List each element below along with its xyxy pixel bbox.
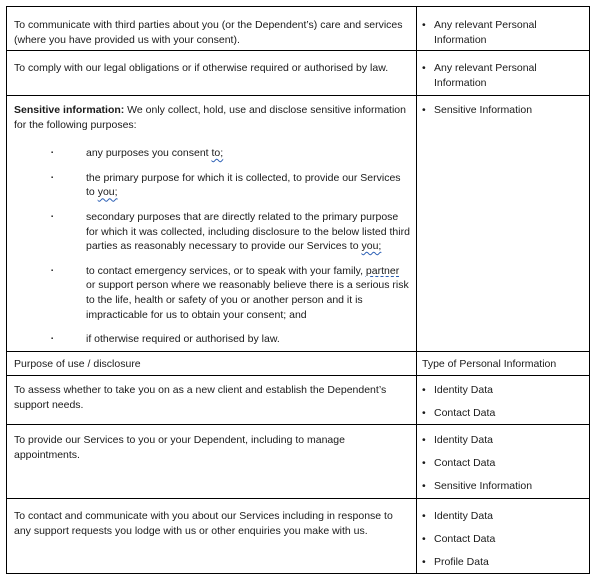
type-item: • Contact Data [422,456,586,471]
type-item: • Contact Data [422,532,586,547]
list-item-text: secondary purposes that are directly related to the primary purpose for which it was collected, including disclosure to the below listed third parties as reasonably necessary to provide our Services to [86,210,410,253]
types-cell [416,498,590,578]
row-divider [6,6,590,7]
sensitive-intro [14,103,410,132]
type-item: • Identity Data [422,509,586,524]
types-cell [416,50,590,99]
types-cell [416,6,590,56]
row-divider [6,498,590,499]
purpose-text: To assess whether to take you on as a new client and establish the Dependent’s support needs. [14,384,387,411]
list-item-text: any purposes you consent [86,147,212,160]
type-item: • Any relevant Personal Information [422,18,586,47]
sensitive-intro-text: We only collect, hold, use and disclose sensitive information for the following purposes: [14,104,406,131]
list-item-text: if otherwise required or authorised by law. [86,333,280,346]
list-item [14,264,410,322]
row-divider [6,351,590,352]
purpose-cell [6,50,416,76]
type-item: • Contact Data [422,406,586,421]
spellcheck-flag: you; [97,186,118,199]
spellcheck-flag: you; [361,240,382,253]
table-border-left [6,6,7,574]
table-row [6,95,590,351]
row-divider [6,95,590,96]
sensitive-heading: Sensitive information: [14,104,125,116]
purpose-cell [6,498,416,538]
table-header-row [6,351,590,375]
types-cell [416,375,590,429]
types-cell [416,424,590,502]
type-item: • Any relevant Personal Information [422,61,586,90]
list-item [14,332,410,347]
header-purpose: Purpose of use / disclosure [14,358,141,370]
column-divider [416,6,417,574]
table-row [6,50,590,95]
types-cell [416,95,590,126]
type-item: • Identity Data [422,433,586,448]
purpose-cell [6,424,416,462]
purpose-cell [6,95,416,347]
list-item [14,210,410,254]
type-item: • Sensitive Information [422,103,586,118]
list-item [14,146,410,161]
type-item: • Identity Data [422,383,586,398]
list-item-text: or support person where we reasonably believe there is a serious risk to the life, health or safety of you or another person and it is impracticable for us to obtain your consent; and [86,279,409,321]
purpose-text: To contact and communicate with you about our Services including in response to any support requests you lodge with us or other enquiries you make with us. [14,510,393,537]
row-divider [6,375,590,376]
list-item-text: to contact emergency services, or to speak with your family, [86,264,366,277]
purpose-cell [6,6,416,47]
purpose-cell [6,375,416,412]
type-item: • Profile Data [422,555,586,570]
row-divider [6,50,590,51]
spellcheck-flag: to; [211,147,224,160]
purpose-text: To communicate with third parties about you (or the Dependent’s) care and services (where you have provided us with your consent). [14,19,403,46]
list-item [14,171,410,200]
table-row [6,498,590,574]
row-divider [6,424,590,425]
list-item-text: the primary purpose for which it is collected, to provide our Services to [86,171,401,199]
type-item: • Sensitive Information [422,479,586,494]
purpose-text: To provide our Services to you or your Dependent, including to manage appointments. [14,434,345,461]
table-row [6,375,590,424]
table-border-right [589,6,590,574]
header-types: Type of Personal Information [422,358,557,370]
purpose-text: To comply with our legal obligations or if otherwise required or authorised by law. [14,62,389,74]
table-row [6,424,590,498]
grammar-flag: partner [365,264,400,277]
table-row [6,6,590,50]
